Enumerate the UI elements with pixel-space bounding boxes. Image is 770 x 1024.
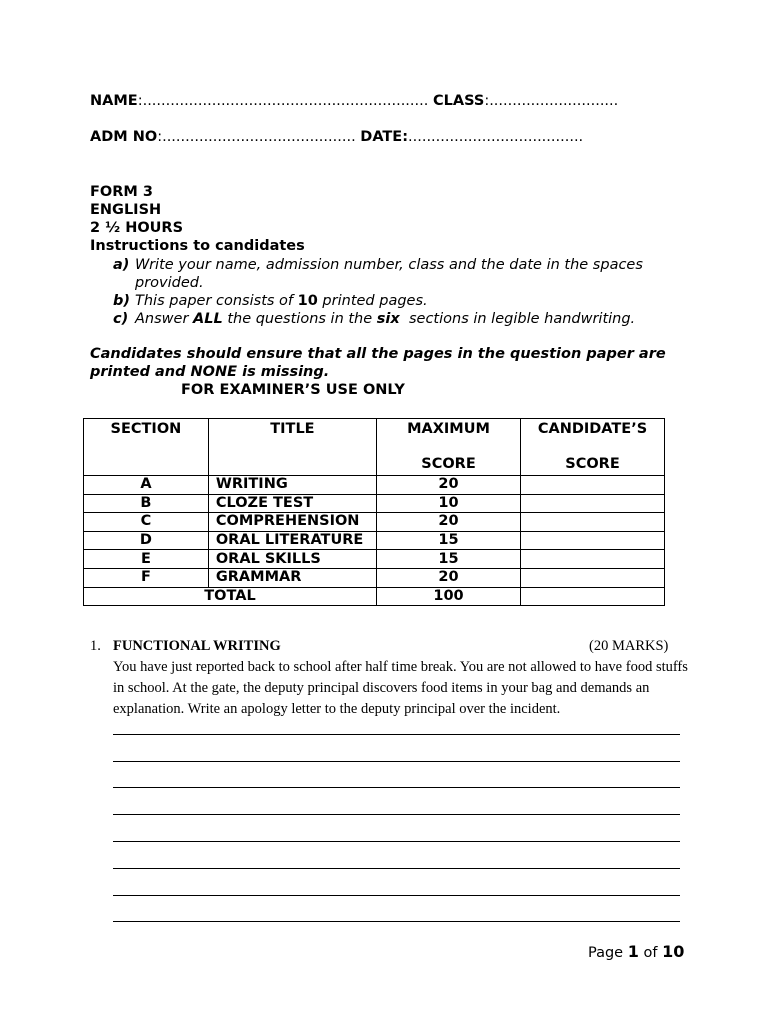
- candidate-score-cell[interactable]: [521, 513, 665, 532]
- question-number: 1.: [90, 638, 101, 654]
- form-level: FORM 3: [90, 184, 153, 200]
- adm-label: ADM NO: [90, 129, 158, 145]
- candidate-notice: Candidates should ensure that all the pages in the question paper are printed and NONE is missing.: [90, 346, 666, 380]
- candidate-score-header: CANDIDATE’S SCORE: [521, 419, 665, 476]
- instruction-item: c) Answer ALL the questions in the six sections in legible handwriting.: [113, 311, 636, 327]
- date-label: DATE:: [360, 129, 409, 145]
- instruction-item: a) Write your name, admission number, class and the date in the spaces provided.: [113, 257, 643, 291]
- table-row: A WRITING 20: [84, 476, 665, 495]
- table-row: C COMPREHENSION 20: [84, 513, 665, 532]
- section-header: SECTION: [84, 419, 209, 476]
- class-label: CLASS: [432, 93, 485, 109]
- page-total: 10: [662, 942, 685, 961]
- instruction-item: b) This paper consists of 10 printed pages.: [113, 293, 428, 309]
- table-header-row: [84, 419, 665, 476]
- score-table: [83, 418, 665, 606]
- paper-header: [90, 183, 305, 255]
- answer-line[interactable]: [113, 787, 680, 788]
- instructions-title: Instructions to candidates: [90, 238, 305, 254]
- candidate-score-cell[interactable]: [521, 494, 665, 513]
- instructions-list: [113, 256, 683, 328]
- title-header: TITLE: [208, 419, 376, 476]
- table-row: D ORAL LITERATURE 15: [84, 531, 665, 550]
- date-field[interactable]: ......................................: [408, 129, 584, 145]
- duration: 2 ½ HOURS: [90, 220, 184, 236]
- name-label: NAME: [90, 93, 138, 109]
- answer-line[interactable]: [113, 895, 680, 896]
- max-score-header: MAXIMUM SCORE: [377, 419, 521, 476]
- candidate-score-cell[interactable]: [521, 550, 665, 569]
- total-max: 100: [377, 587, 521, 606]
- table-row: B CLOZE TEST 10: [84, 494, 665, 513]
- total-candidate-cell[interactable]: [521, 587, 665, 606]
- table-row: E ORAL SKILLS 15: [84, 550, 665, 569]
- candidate-score-cell[interactable]: [521, 476, 665, 495]
- table-total-row: [84, 587, 665, 606]
- answer-line[interactable]: [113, 814, 680, 815]
- question-title: FUNCTIONAL WRITING: [113, 638, 281, 654]
- answer-line[interactable]: [113, 761, 680, 762]
- page-number: 1: [627, 942, 639, 961]
- page-footer: Page 1 of 10: [588, 942, 685, 961]
- class-field[interactable]: :............................: [484, 93, 619, 109]
- question-marks: (20 MARKS): [589, 638, 669, 654]
- answer-line[interactable]: [113, 921, 680, 922]
- total-label: TOTAL: [84, 587, 377, 606]
- answer-line[interactable]: [113, 868, 680, 869]
- name-field[interactable]: :..............................................................: [137, 93, 429, 109]
- examiner-heading: FOR EXAMINER’S USE ONLY: [181, 382, 405, 398]
- answer-line[interactable]: [113, 734, 680, 735]
- answer-line[interactable]: [113, 841, 680, 842]
- candidate-score-cell[interactable]: [521, 531, 665, 550]
- name-class-line: [90, 93, 618, 109]
- candidate-score-cell[interactable]: [521, 568, 665, 587]
- question-text: You have just reported back to school after half time break. You are not allowed to have food stuffs in school. At the gate, the deputy principal discovers food items in your bag and demands an explanation. Write an apology letter to the deputy principal over the incident.: [113, 659, 688, 717]
- adm-field[interactable]: :..........................................: [157, 129, 356, 145]
- subject: ENGLISH: [90, 202, 162, 218]
- table-row: F GRAMMAR 20: [84, 568, 665, 587]
- adm-date-line: [90, 129, 583, 145]
